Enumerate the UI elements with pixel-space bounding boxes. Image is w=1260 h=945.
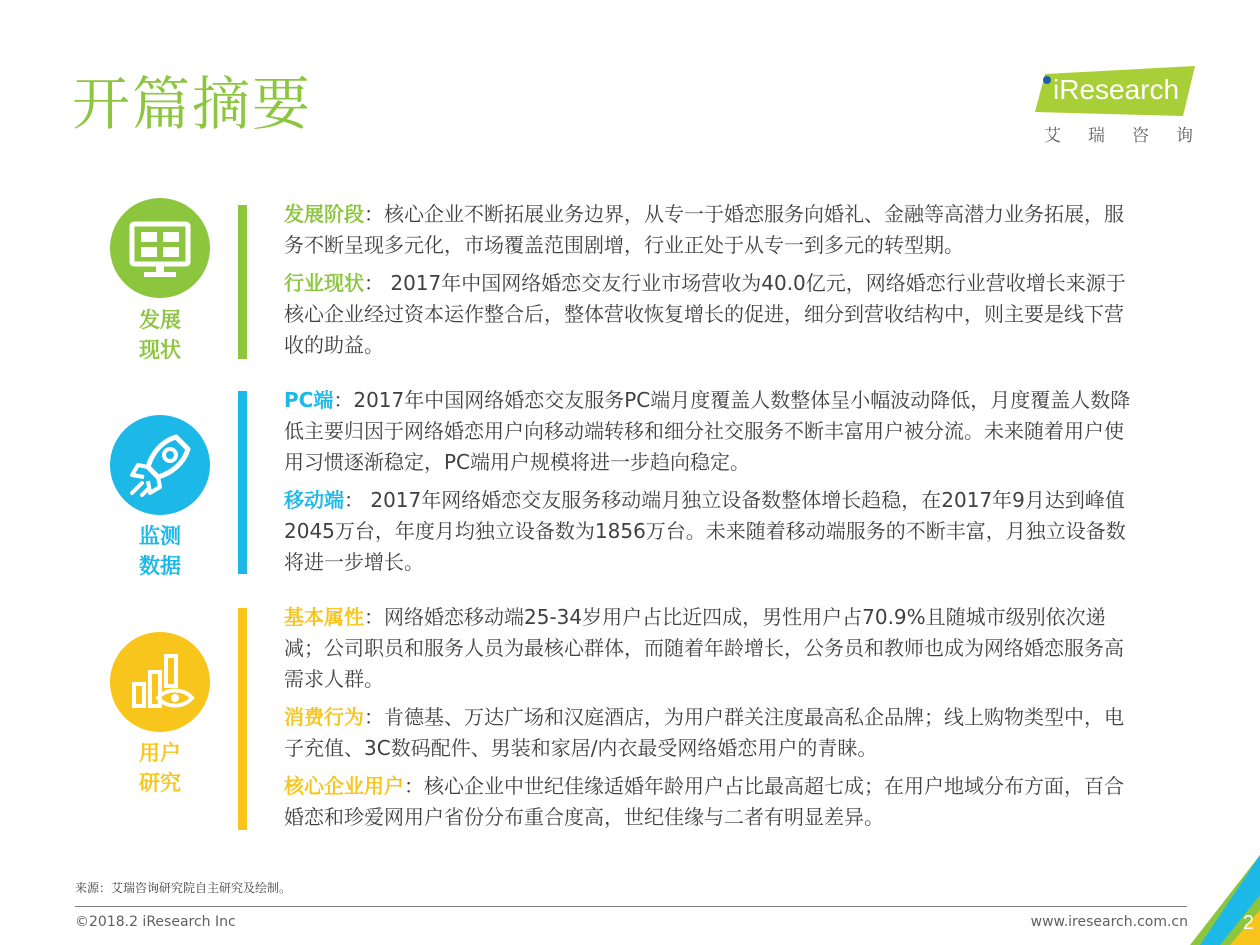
paragraph-keyword: 核心企业用户 [284,774,404,798]
paragraph [284,385,1134,478]
section-user-research [100,602,1140,837]
section-paragraphs [284,602,1134,840]
monitor-dashboard-icon [110,198,210,298]
section-paragraphs [284,199,1134,368]
paragraph [284,771,1134,833]
paragraph-text: ：核心企业中世纪佳缘适婚年龄用户占比最高超七成；在用户地域分布方面，百合婚恋和珍爱网用户省份分布重合度高，世纪佳缘与二者有明显差异。 [284,774,1124,829]
paragraph [284,485,1134,578]
paragraph [284,602,1134,695]
accent-bar [238,205,247,359]
section-label [120,305,200,365]
section-label-line1: 发展 [139,308,181,332]
paragraph-text: ： 2017年网络婚恋交友服务移动端月独立设备数整体增长趋稳，在2017年9月达到峰值2045万台，年度月均独立设备数为1856万台。未来随着移动端服务的不断丰富，月独立设备数将进一步增长。 [284,488,1126,574]
chart-eye-icon [110,632,210,732]
logo-subtitle: 艾瑞咨询 [1044,126,1220,146]
section-label-line1: 监测 [139,524,181,548]
section-label-line2: 研究 [139,771,181,795]
section-development-status [100,195,1140,365]
copyright-text: ©2018.2 iResearch Inc [75,914,236,930]
paragraph-keyword: 移动端 [284,488,344,512]
page-number: 2 [1242,912,1254,934]
paragraph-keyword: 发展阶段 [284,202,364,226]
page-title: 开篇摘要 [72,70,313,138]
website-link[interactable]: www.iresearch.com.cn [1030,914,1188,930]
paragraph-text: ：网络婚恋移动端25-34岁用户占比近四成，男性用户占70.9%且随城市级别依次递减；公司职员和服务人员为最核心群体，而随着年龄增长，公务员和教师也成为网络婚恋服务高需求人群。 [284,605,1124,691]
paragraph-text: ：核心企业不断拓展业务边界，从专一于婚恋服务向婚礼、金融等高潜力业务拓展，服务不断呈现多元化，市场覆盖范围剧增，行业正处于从专一到多元的转型期。 [284,202,1124,257]
section-label [120,521,200,581]
paragraph-keyword: 消费行为 [284,705,364,729]
paragraph-keyword: PC端 [284,388,334,412]
iresearch-logo [1035,66,1220,146]
paragraph-text: ： 2017年中国网络婚恋交友行业市场营收为40.0亿元，网络婚恋行业营收增长来源于核心企业经过资本运作整合后，整体营收恢复增长的促进，细分到营收结构中，则主要是线下营收的助益。 [284,271,1126,357]
accent-bar [238,391,247,574]
section-label [120,738,200,798]
accent-bar [238,608,247,830]
footer-divider [75,906,1187,907]
paragraph-keyword: 行业现状 [284,271,364,295]
paragraph-text: ：2017年中国网络婚恋交友服务PC端月度覆盖人数整体呈小幅波动降低，月度覆盖人数降低主要归因于网络婚恋用户向移动端转移和细分社交服务不断丰富用户被分流。未来随着用户使用习惯逐渐稳定，PC端用户规模将进一步趋向稳定。 [284,388,1131,474]
source-note: 来源：艾瑞咨询研究院自主研究及绘制。 [75,881,292,895]
logo-wordmark: iResearch [1053,74,1180,105]
paragraph [284,268,1134,361]
paragraph [284,199,1134,261]
paragraph-keyword: 基本属性 [284,605,364,629]
paragraph-text: ：肯德基、万达广场和汉庭酒店，为用户群关注度最高私企品牌；线上购物类型中，电子充值、3C数码配件、男装和家居/内衣最受网络婚恋用户的青睐。 [284,705,1124,760]
section-paragraphs [284,385,1134,585]
section-label-line2: 现状 [139,338,181,362]
rocket-icon [110,415,210,515]
section-monitoring-data [100,385,1140,580]
section-label-line2: 数据 [139,554,181,578]
paragraph [284,702,1134,764]
section-label-line1: 用户 [139,741,181,765]
